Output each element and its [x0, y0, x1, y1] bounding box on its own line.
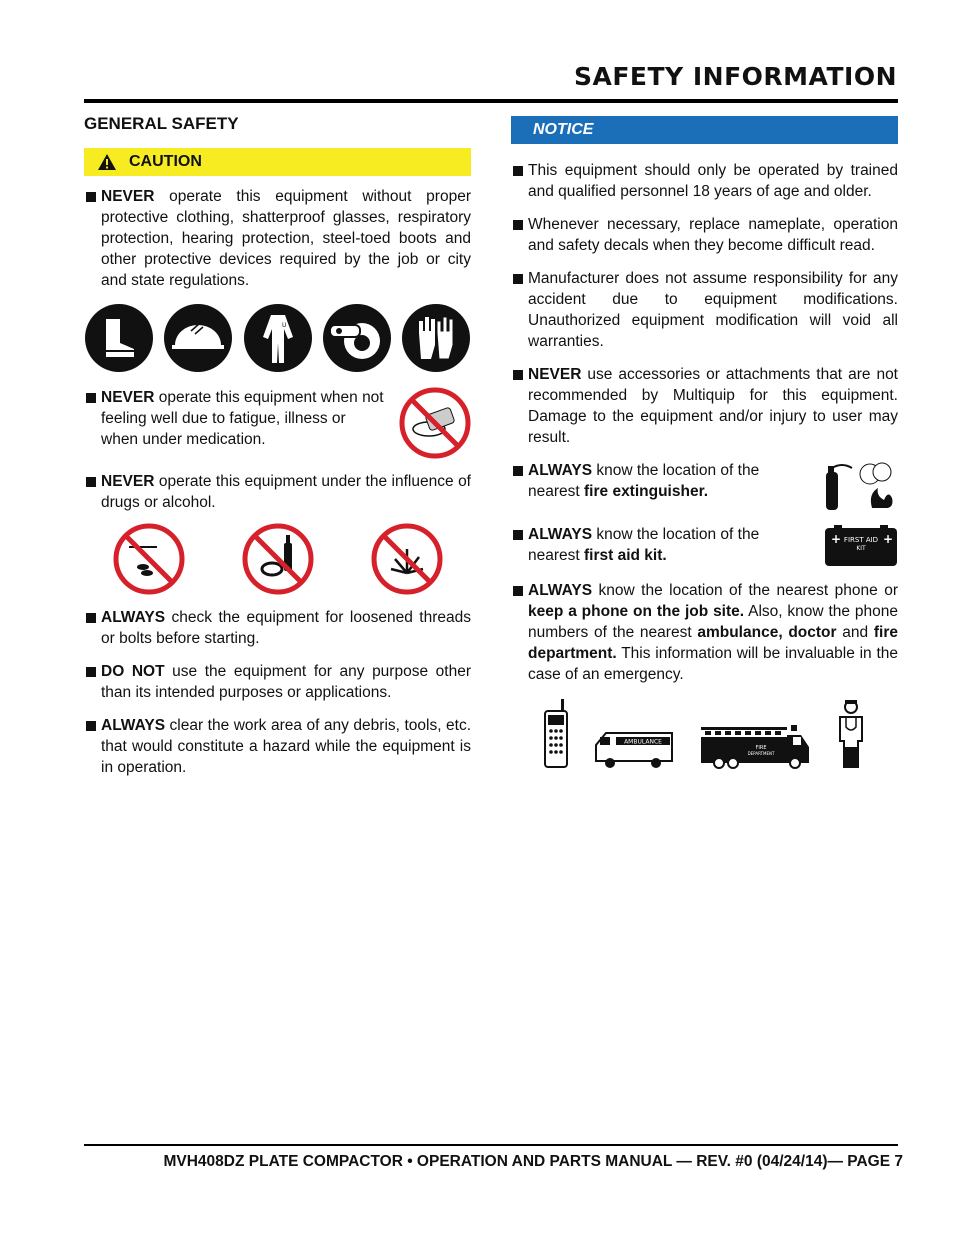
item-text: operate this equipment when not feeling well due to fatigue, illness or when under medication.: [101, 389, 384, 448]
bullet-square: [86, 477, 96, 487]
bullet-square: [513, 586, 523, 596]
item-lead: ALWAYS: [528, 462, 593, 479]
section-title-general-safety: GENERAL SAFETY: [84, 114, 239, 133]
item-lead: ALWAYS: [528, 582, 593, 599]
bullet-square: [86, 613, 96, 623]
item-text: This equipment should only be operated by trained and qualified personnel 18 years of age and older.: [528, 162, 898, 200]
no-marijuana-icon: [371, 523, 443, 595]
list-item: [511, 160, 898, 202]
no-drugs-icon: [113, 523, 185, 595]
item-text: use the equipment for any purpose other than its intended purposes or applications.: [101, 663, 471, 701]
list-item: [511, 460, 812, 502]
first-aid-sub: KIT: [856, 545, 866, 552]
item-text: and: [836, 624, 874, 641]
item-emphasis: ambulance, doctor: [697, 624, 837, 641]
bullet-square: [513, 166, 523, 176]
emergency-contacts-row: [511, 699, 898, 769]
page-title: SAFETY INFORMATION: [574, 62, 897, 91]
list-item: [84, 186, 471, 291]
svg-text:+: +: [883, 532, 894, 546]
item-tail: fire extinguisher.: [584, 483, 709, 500]
item-lead: ALWAYS: [101, 717, 166, 734]
bullet-square: [86, 721, 96, 731]
notice-label: NOTICE: [533, 121, 594, 138]
list-item: [511, 580, 898, 685]
item-lead: DO NOT: [101, 663, 165, 680]
bullet-square: [513, 466, 523, 476]
fire-truck-icon: [699, 721, 811, 769]
item-lead: NEVER: [101, 389, 155, 406]
svg-text:+: +: [831, 532, 842, 546]
item-text: clear the work area of any debris, tools, etc. that would constitute a hazard while the equipment is in operation.: [101, 717, 471, 776]
left-column: [84, 110, 471, 790]
hard-hat-icon: [163, 303, 233, 373]
svg-text:U: U: [281, 322, 286, 329]
warning-triangle-icon: [97, 153, 117, 171]
ppe-icon-row: [84, 303, 471, 373]
fire-label-2: DEPARTMENT: [747, 751, 775, 756]
list-item: [511, 364, 898, 448]
goggles-hearing-protection-icon: [322, 303, 392, 373]
bullet-square: [86, 667, 96, 677]
item-lead: NEVER: [528, 366, 582, 383]
safety-boot-icon: [84, 303, 154, 373]
item-text: Whenever necessary, replace nameplate, operation and safety decals when they become difficult read.: [528, 216, 898, 254]
item-with-icon: [511, 524, 898, 568]
item-lead: ALWAYS: [101, 609, 166, 626]
bullet-square: [86, 393, 96, 403]
item-lead: NEVER: [101, 188, 155, 205]
bullet-square: [86, 192, 96, 202]
ambulance-icon: [594, 725, 674, 769]
first-aid-kit-icon: [824, 524, 898, 568]
list-item: [84, 661, 471, 703]
bullet-square: [513, 530, 523, 540]
prohibition-icon-row: [84, 523, 471, 595]
bullet-square: [513, 370, 523, 380]
mobile-phone-icon: [543, 699, 569, 769]
right-column: [511, 110, 898, 769]
list-item: [84, 387, 385, 450]
item-with-icon: [84, 387, 471, 459]
gloves-icon: [401, 303, 471, 373]
bullet-square: [513, 274, 523, 284]
notice-banner: [511, 116, 898, 144]
fire-extinguisher-icon: [822, 460, 898, 512]
item-tail: first aid kit.: [584, 547, 667, 564]
list-item: [84, 607, 471, 649]
caution-banner: [84, 148, 471, 176]
item-text: know the location of the nearest phone or: [592, 582, 898, 599]
page-footer: MVH408DZ PLATE COMPACTOR • OPERATION AND PARTS MANUAL — REV. #0 (04/24/14)— PAGE 7: [163, 1153, 903, 1170]
first-aid-label: FIRST AID: [843, 536, 879, 544]
item-lead: NEVER: [101, 473, 155, 490]
caution-label: CAUTION: [129, 153, 202, 170]
no-medication-icon: [399, 387, 471, 459]
item-emphasis: keep a phone on the job site.: [528, 603, 745, 620]
coveralls-icon: [243, 303, 313, 373]
ambulance-label: AMBULANCE: [624, 738, 663, 746]
list-item: [511, 214, 898, 256]
item-with-icon: [511, 460, 898, 512]
item-text: Also, know the phone numbers of the nearest: [528, 603, 898, 641]
item-text: operate this equipment under the influence of drugs or alcohol.: [101, 473, 471, 511]
item-text: know the location of the nearest: [528, 526, 760, 564]
doctor-icon: [836, 699, 866, 769]
item-text: check the equipment for loosened threads or bolts before starting.: [101, 609, 471, 647]
no-alcohol-icon: [242, 523, 314, 595]
footer-rule: [84, 1144, 898, 1146]
list-item: [511, 268, 898, 352]
title-rule: [84, 99, 898, 103]
list-item: [84, 715, 471, 778]
item-lead: ALWAYS: [528, 526, 593, 543]
list-item: [511, 524, 814, 566]
fire-label-1: FIRE: [755, 745, 767, 751]
bullet-square: [513, 220, 523, 230]
item-text: This information will be invaluable in the case of an emergency.: [528, 645, 898, 683]
item-text: use accessories or attachments that are not recommended by Multiquip for this equipment. Damage to the equipment and/or injury to user may result.: [528, 366, 898, 446]
item-emphasis: fire department.: [528, 624, 898, 662]
item-text: know the location of the nearest: [528, 462, 760, 500]
list-item: [84, 471, 471, 513]
item-text: operate this equipment without proper protective clothing, shatterproof glasses, respiratory protection, hearing protection, steel-toed boots and other protective devices required by the job or city and state regulations.: [101, 188, 471, 289]
item-text: Manufacturer does not assume responsibility for any accident due to equipment modifications. Unauthorized equipment modification will void all warranties.: [528, 270, 898, 350]
